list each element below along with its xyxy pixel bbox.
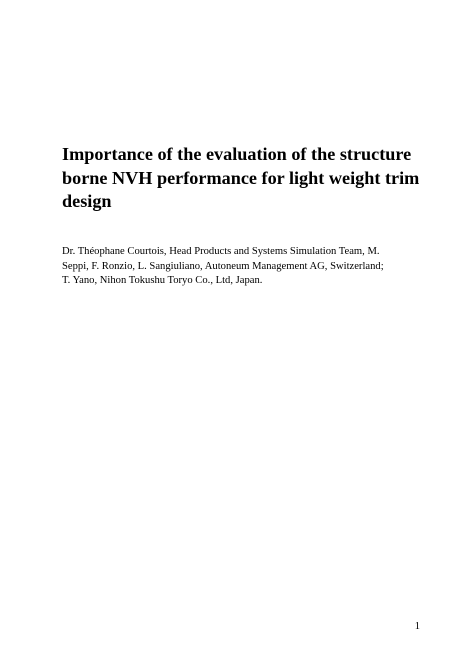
page-number: 1 [414,621,420,632]
title-line-3: design [62,191,112,211]
author-line-1: Dr. Théophane Courtois, Head Products and Systems Simulation Team, M. [62,246,380,257]
title-line-2: borne NVH performance for light weight trim [62,167,420,188]
title-line-1: Importance of the evaluation of the structure [62,144,412,164]
author-affiliations [62,245,442,289]
author-line-2: Seppi, F. Ronzio, L. Sangiuliano, Autoneum Management AG, Switzerland; [62,260,384,272]
paper-title [62,143,432,214]
author-line-3: T. Yano, Nihon Tokushu Toryo Co., Ltd, Japan. [62,275,263,286]
